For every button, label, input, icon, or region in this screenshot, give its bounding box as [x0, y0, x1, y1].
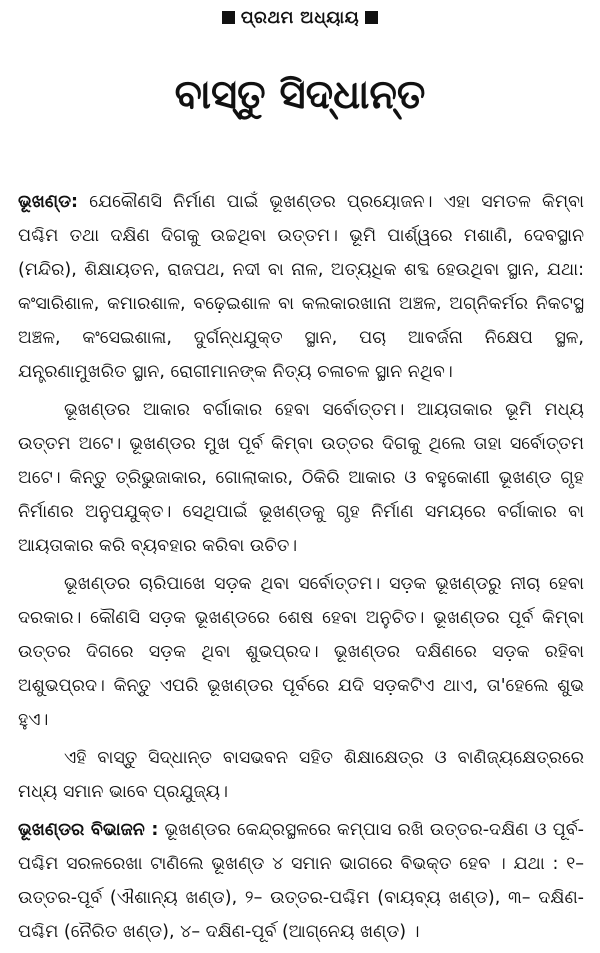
body-text [18, 185, 584, 953]
square-bullet-icon [365, 11, 378, 24]
road-paragraph: ଭୂଖଣ୍ଡର ଚାରିପାଖେ ସଡ଼କ ଥିବା ସର୍ବୋତ୍ତମ। ସଡ଼କ ଭୂଖଣ୍ଡରୁ ନୀଚା ହେବା ଦରକାର। କୌଣସି ସଡ଼କ ଭୂଖଣ୍ଡରେ ଶେଷ ହେବା ଅନୁଚିତ। ଭୂଖଣ୍ଡର ପୂର୍ବ କିମ୍ବା ଉତ୍ତର ଦିଗରେ ସଡ଼କ ଥିବା ଶୁଭପ୍ରଦ। ଭୂଖଣ୍ଡର ଦକ୍ଷିଣରେ ସଡ଼କ ରହିବା ଅଶୁଭପ୍ରଦ। କିନ୍ତୁ ଏପରି ଭୂଖଣ୍ଡର ପୂର୍ବରେ ଯଦି ସଡ଼କଟିଏ ଥାଏ, ତା'ହେଲେ ଶୁଭ ହୁଏ। [18, 574, 584, 730]
vastu-paragraph: ଏହି ବାସ୍ତୁ ସିଦ୍ଧାନ୍ତ ବାସଭବନ ସହିତ ଶିକ୍ଷାକ୍ଷେତ୍ର ଓ ବାଣିଜ୍ୟକ୍ଷେତ୍ରରେ ମଧ୍ୟ ସମାନ ଭାବେ ପ୍ରଯୁଜ୍ୟ। [18, 748, 584, 802]
shape-paragraph: ଭୂଖଣ୍ଡର ଆକାର ବର୍ଗାକାର ହେବା ସର୍ବୋତ୍ତମ। ଆୟତାକାର ଭୂମି ମଧ୍ୟ ଉତ୍ତମ ଅଟେ। ଭୂଖଣ୍ଡର ମୁଖ ପୂର୍ବ କିମ୍ବା ଉତ୍ତର ଦିଗକୁ ଥିଲେ ତାହା ସର୍ବୋତ୍ତମ ଅଟେ। କିନ୍ତୁ ତ୍ରିଭୁଜାକାର, ଗୋଲାକାର, ଠିକିରି ଆକାର ଓ ବହୁକୋଣୀ ଭୂଖଣ୍ଡ ଗୃହ ନିର୍ମାଣର ଅନୁପଯୁକ୍ତ। ସେଥିପାଇଁ ଭୂଖଣ୍ଡକୁ ଗୃହ ନିର୍ମାଣ ସମୟରେ ବର୍ଗାକାର ବା ଆୟତାକାର କରି ବ୍ୟବହାର କରିବା ଉଚିତ। [18, 400, 584, 556]
vibhajan-text: ଭୂଖଣ୍ଡର କେନ୍ଦ୍ରସ୍ଥଳରେ କମ୍ପାସ ରଖି ଉତ୍ତର-ଦକ୍ଷିଣ ଓ ପୂର୍ବ-ପଶ୍ଚିମ ସରଳରେଖା ଟାଣିଲେ ଭୂଖଣ୍ଡ ୪ ସମାନ ଭାଗରେ ବିଭକ୍ତ ହେବ । ଯଥା : ୧– ଉତ୍ତର-ପୂର୍ବ (ଐଶାନ୍ୟ ଖଣ୍ଡ), ୨– ଉତ୍ତର-ପଶ୍ଚିମ (ବାୟବ୍ୟ ଖଣ୍ଡ), ୩– ଦକ୍ଷିଣ-ପଶ୍ଚିମ (ନୈରିତ ଖଣ୍ଡ), ୪– ଦକ୍ଷିଣ-ପୂର୍ବ (ଆଗ୍ନେୟ ଖଣ୍ଡ) । [18, 820, 584, 942]
bhukhanda-paragraph [18, 185, 584, 389]
vibhajan-heading: ଭୂଖଣ୍ଡର ବିଭାଜନ : [18, 820, 159, 840]
chapter-header [0, 8, 600, 28]
chapter-title: ବାସ୍ତୁ ସିଦ୍ଧାନ୍ତ [174, 72, 426, 118]
chapter-label: ପ୍ରଥମ ଅଧ୍ୟାୟ [240, 8, 360, 28]
square-bullet-icon [222, 11, 235, 24]
vibhajan-paragraph [18, 813, 584, 949]
bhukhanda-heading: ଭୂଖଣ୍ଡ: [18, 192, 79, 212]
bhukhanda-text: ଯେକୌଣସି ନିର୍ମାଣ ପାଇଁ ଭୂଖଣ୍ଡର ପ୍ରୟୋଜନ। ଏହା ସମତଳ କିମ୍ବା ପଶ୍ଚିମ ତଥା ଦକ୍ଷିଣ ଦିଗକୁ ଉଚ୍ଚଥିବା ଉତ୍ତମ। ଭୂମି ପାର୍ଶ୍ୱରେ ମଶାଣି, ଦେବସ୍ଥାନ (ମନ୍ଦିର), ଶିକ୍ଷାୟତନ, ରାଜପଥ, ନଦୀ ବା ନାଳ, ଅତ୍ୟଧିକ ଶବ୍ଦ ହେଉଥିବା ସ୍ଥାନ, ଯଥା: କଂସାରିଶାଳ, କମାରଶାଳ, ବଢ଼େଇଶାଳ ବା କଲକାରଖାନା ଅଞ୍ଚଳ, ଅଗ୍ନିକର୍ମର ନିକଟସ୍ଥ ଅଞ୍ଚଳ, କଂସେଇଶାଳା, ଦୁର୍ଗନ୍ଧଯୁକ୍ତ ସ୍ଥାନ, ପଚା ଆବର୍ଜନା ନିକ୍ଷେପ ସ୍ଥଳ, ଯନ୍ତ୍ରଣାମୁଖରିତ ସ୍ଥାନ, ରୋଗୀମାନଙ୍କ ନିତ୍ୟ ଚଳାଚଳ ସ୍ଥାନ ନଥିବ। [18, 192, 584, 382]
